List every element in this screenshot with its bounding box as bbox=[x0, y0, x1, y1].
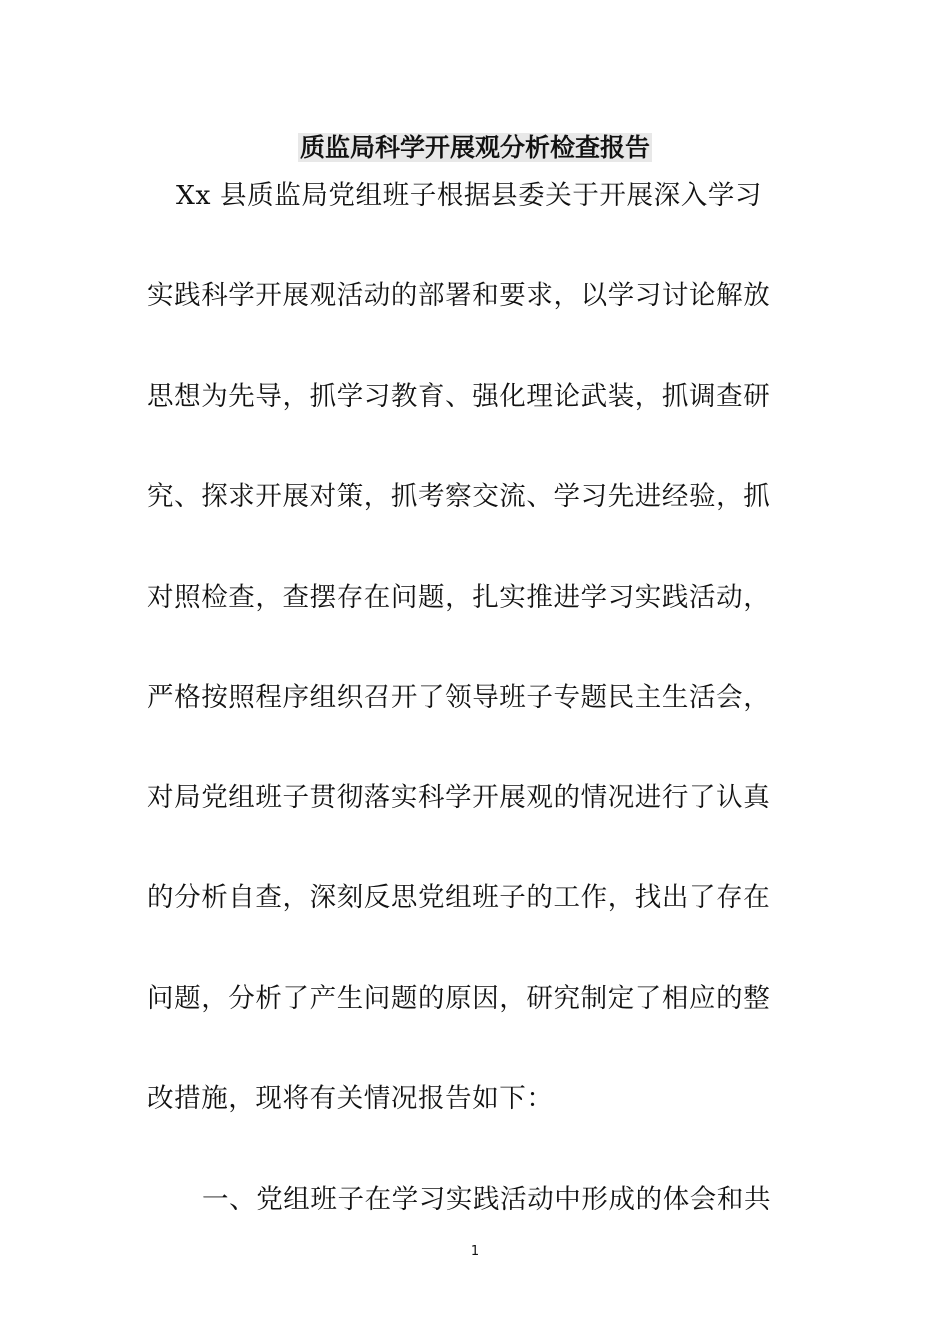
paragraph-line: 改措施，现将有关情况报告如下： bbox=[147, 1083, 554, 1114]
paragraph-line: 对局党组班子贯彻落实科学开展观的情况进行了认真 bbox=[147, 782, 771, 813]
document-title-text: 质监局科学开展观分析检查报告 bbox=[299, 133, 650, 162]
paragraph-line: 对照检查，查摆存在问题，扎实推进学习实践活动， bbox=[147, 582, 771, 613]
page-number: 1 bbox=[470, 1244, 480, 1259]
paragraph-line: 究、探求开展对策，抓考察交流、学习先进经验，抓 bbox=[147, 481, 771, 512]
paragraph-line: 问题，分析了产生问题的原因，研究制定了相应的整 bbox=[147, 983, 771, 1014]
paragraph-line: Xx 县质监局党组班子根据县委关于开展深入学习 bbox=[176, 180, 763, 211]
document-title bbox=[0, 128, 950, 168]
paragraph-line: 思想为先导，抓学习教育、强化理论武装，抓调查研 bbox=[147, 381, 771, 412]
paragraph-line: 的分析自查，深刻反思党组班子的工作，找出了存在 bbox=[147, 882, 771, 913]
paragraph-line: 严格按照程序组织召开了领导班子专题民主生活会， bbox=[147, 682, 771, 713]
paragraph-line: 实践科学开展观活动的部署和要求，以学习讨论解放 bbox=[147, 280, 771, 311]
section-heading-line: 一、党组班子在学习实践活动中形成的体会和共 bbox=[202, 1184, 772, 1215]
